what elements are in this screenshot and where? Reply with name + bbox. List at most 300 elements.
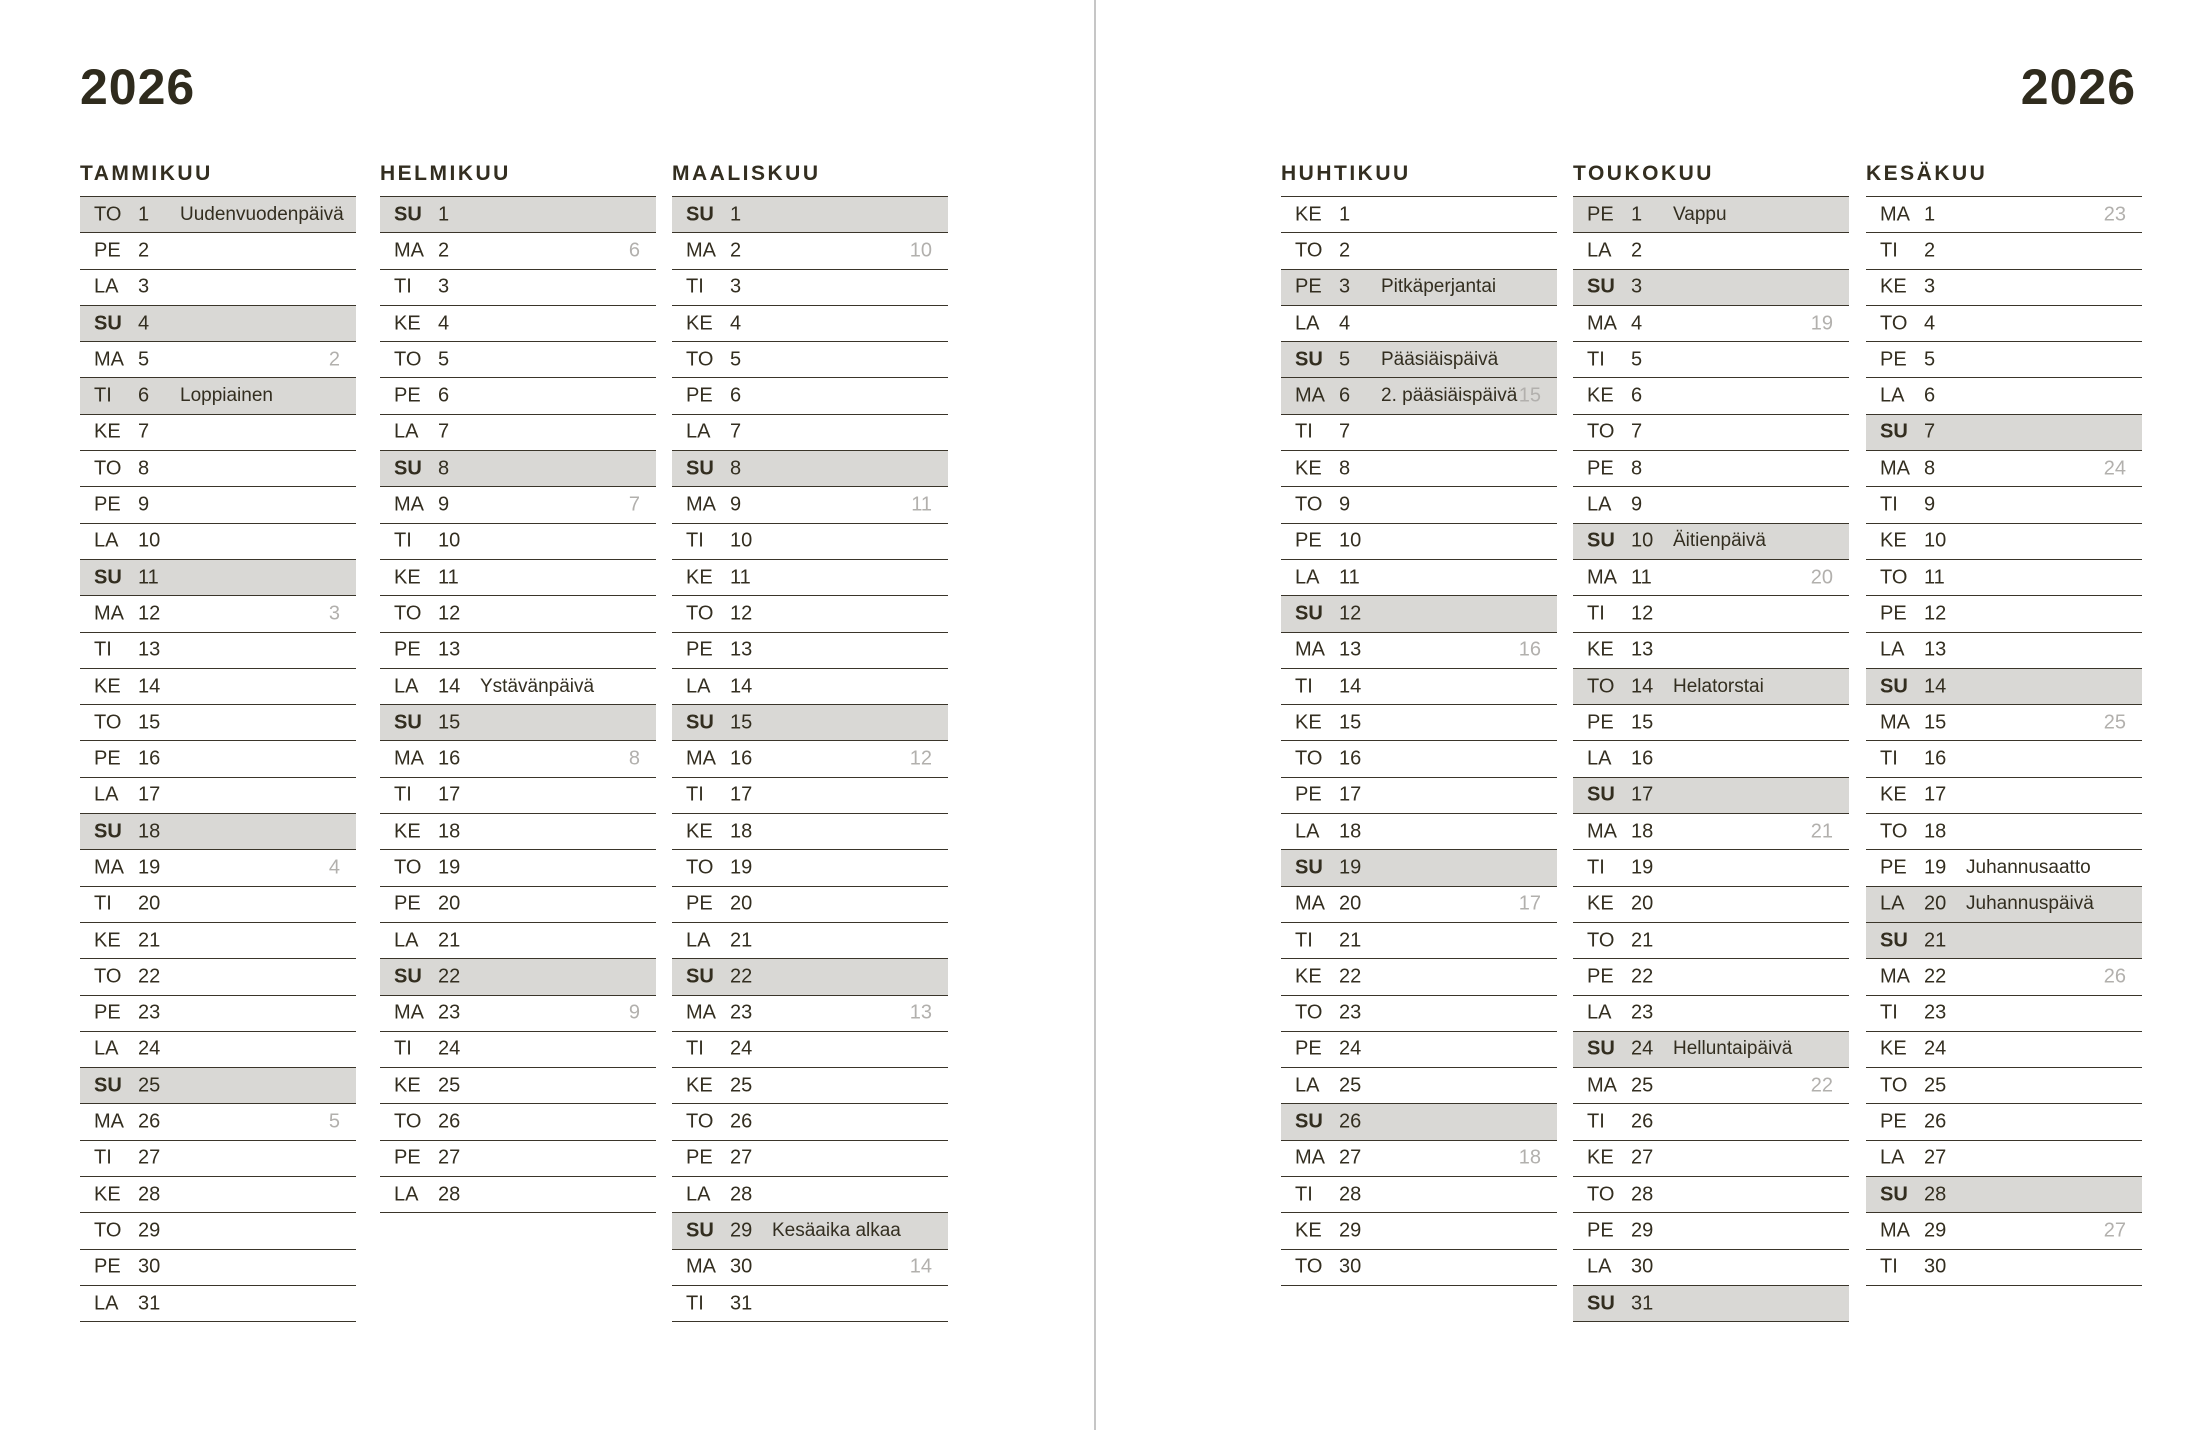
day-row-huhtikuu-23 [1281, 996, 1557, 1032]
day-number: 26 [730, 1110, 753, 1133]
day-row-helmikuu-8 [380, 451, 656, 487]
day-number: 19 [730, 856, 753, 879]
day-row-maaliskuu-17 [672, 778, 948, 814]
day-abbrev: SU [1587, 783, 1615, 806]
day-row-kesäkuu-5 [1866, 342, 2142, 378]
day-number: 24 [438, 1037, 461, 1060]
day-row-kesäkuu-11 [1866, 560, 2142, 596]
week-number: 12 [909, 747, 932, 770]
day-abbrev: PE [394, 892, 421, 915]
day-row-maaliskuu-18 [672, 814, 948, 850]
day-abbrev: TO [394, 348, 422, 371]
day-number: 16 [438, 747, 461, 770]
day-abbrev: SU [686, 711, 714, 734]
day-number: 20 [730, 892, 753, 915]
day-row-tammikuu-8 [80, 451, 356, 487]
day-number: 22 [1924, 965, 1947, 988]
day-row-maaliskuu-4 [672, 306, 948, 342]
week-number: 7 [628, 493, 640, 516]
day-number: 19 [1339, 856, 1362, 879]
holiday-label: Pitkäperjantai [1381, 276, 1497, 298]
day-abbrev: KE [1295, 457, 1322, 480]
day-row-toukokuu-16 [1573, 741, 1849, 777]
day-abbrev: PE [94, 1001, 121, 1024]
day-abbrev: TO [94, 457, 122, 480]
month-title: KESÄKUU [1866, 162, 1988, 185]
day-row-huhtikuu-4 [1281, 306, 1557, 342]
day-number: 5 [730, 348, 742, 371]
week-number: 26 [2103, 965, 2126, 988]
day-abbrev: KE [94, 1183, 121, 1206]
day-number: 13 [438, 638, 461, 661]
day-abbrev: PE [1587, 203, 1614, 226]
day-row-helmikuu-26 [380, 1104, 656, 1140]
day-abbrev: MA [1880, 1219, 1910, 1242]
day-number: 17 [1339, 783, 1362, 806]
day-abbrev: SU [686, 457, 714, 480]
day-row-kesäkuu-9 [1866, 487, 2142, 523]
day-abbrev: PE [394, 1146, 421, 1169]
day-number: 5 [1339, 348, 1351, 371]
day-row-maaliskuu-3 [672, 270, 948, 306]
day-number: 14 [1339, 675, 1362, 697]
day-row-maaliskuu-19 [672, 850, 948, 886]
day-number: 5 [438, 348, 450, 371]
day-abbrev: KE [1880, 1037, 1907, 1060]
day-abbrev: PE [686, 1146, 713, 1169]
day-row-tammikuu-27 [80, 1141, 356, 1177]
day-row-kesäkuu-18 [1866, 814, 2142, 850]
day-row-tammikuu-10 [80, 524, 356, 560]
day-number: 29 [1631, 1219, 1654, 1242]
day-row-kesäkuu-24 [1866, 1032, 2142, 1068]
month-grid [380, 196, 656, 1213]
day-number: 18 [1339, 820, 1362, 843]
holiday-label: Juhannusaatto [1966, 856, 2091, 878]
day-number: 2 [138, 239, 150, 262]
day-row-tammikuu-6 [80, 378, 356, 414]
day-number: 7 [138, 420, 150, 443]
week-number: 15 [1518, 384, 1541, 407]
day-abbrev: TI [394, 529, 412, 552]
day-abbrev: LA [94, 529, 119, 552]
day-row-toukokuu-7 [1573, 415, 1849, 451]
day-abbrev: TO [94, 1219, 122, 1242]
day-row-toukokuu-13 [1573, 633, 1849, 669]
day-row-huhtikuu-18 [1281, 814, 1557, 850]
week-number: 27 [2103, 1219, 2126, 1242]
day-number: 4 [730, 312, 742, 335]
holiday-label: Helatorstai [1673, 675, 1764, 697]
day-number: 14 [1924, 675, 1947, 697]
day-row-toukokuu-20 [1573, 887, 1849, 923]
day-number: 23 [730, 1001, 753, 1024]
day-number: 18 [138, 820, 161, 843]
month-column-huhtikuu [1281, 162, 1557, 1286]
day-abbrev: TO [1295, 747, 1323, 770]
day-abbrev: TO [1587, 420, 1615, 443]
day-abbrev: MA [1880, 203, 1910, 226]
day-abbrev: KE [394, 820, 421, 843]
day-abbrev: LA [94, 783, 119, 806]
day-number: 3 [1631, 275, 1643, 298]
day-row-maaliskuu-22 [672, 959, 948, 995]
day-abbrev: TO [1880, 820, 1908, 843]
month-grid [672, 196, 948, 1322]
day-row-helmikuu-17 [380, 778, 656, 814]
week-number: 8 [628, 747, 640, 770]
day-abbrev: PE [94, 239, 121, 262]
day-row-toukokuu-27 [1573, 1141, 1849, 1177]
day-abbrev: SU [1880, 675, 1908, 697]
day-number: 31 [1631, 1292, 1654, 1315]
day-abbrev: PE [686, 892, 713, 915]
week-number: 11 [911, 493, 932, 516]
day-row-tammikuu-23 [80, 996, 356, 1032]
day-number: 25 [1339, 1074, 1362, 1097]
day-number: 27 [138, 1146, 161, 1169]
day-row-helmikuu-22 [380, 959, 656, 995]
day-abbrev: PE [94, 493, 121, 516]
holiday-label: 2. pääsiäispäivä [1381, 385, 1518, 407]
month-grid [1573, 196, 1849, 1322]
day-number: 28 [138, 1183, 161, 1206]
day-row-tammikuu-11 [80, 560, 356, 596]
day-abbrev: KE [1295, 203, 1322, 226]
day-number: 4 [1924, 312, 1936, 335]
day-abbrev: KE [1587, 384, 1614, 407]
day-number: 18 [438, 820, 461, 843]
day-number: 17 [438, 783, 461, 806]
day-abbrev: SU [1880, 929, 1908, 952]
day-number: 20 [138, 892, 161, 915]
day-row-tammikuu-22 [80, 959, 356, 995]
day-row-huhtikuu-11 [1281, 560, 1557, 596]
day-number: 6 [1339, 384, 1351, 407]
day-row-kesäkuu-15 [1866, 705, 2142, 741]
day-row-huhtikuu-9 [1281, 487, 1557, 523]
day-row-kesäkuu-6 [1866, 378, 2142, 414]
day-number: 27 [1631, 1146, 1654, 1169]
day-number: 7 [1631, 420, 1643, 443]
day-row-huhtikuu-14 [1281, 669, 1557, 705]
day-abbrev: TO [686, 856, 714, 879]
day-row-toukokuu-24 [1573, 1032, 1849, 1068]
day-row-toukokuu-1 [1573, 197, 1849, 233]
day-abbrev: LA [94, 1037, 119, 1060]
week-number: 17 [1518, 892, 1541, 915]
day-number: 27 [1924, 1146, 1947, 1169]
day-abbrev: MA [686, 239, 716, 262]
day-number: 27 [1339, 1146, 1362, 1169]
day-row-helmikuu-19 [380, 850, 656, 886]
day-row-huhtikuu-21 [1281, 923, 1557, 959]
day-number: 24 [730, 1037, 753, 1060]
day-number: 18 [1924, 820, 1947, 843]
day-abbrev: MA [394, 1001, 424, 1024]
day-abbrev: PE [94, 1255, 121, 1278]
day-abbrev: LA [394, 929, 419, 952]
day-number: 9 [730, 493, 742, 516]
day-number: 8 [730, 457, 742, 480]
day-row-kesäkuu-14 [1866, 669, 2142, 705]
day-number: 23 [1631, 1001, 1654, 1024]
day-abbrev: TI [394, 1037, 412, 1060]
day-row-maaliskuu-20 [672, 887, 948, 923]
day-abbrev: TO [394, 856, 422, 879]
day-row-helmikuu-11 [380, 560, 656, 596]
day-row-kesäkuu-22 [1866, 959, 2142, 995]
day-row-toukokuu-5 [1573, 342, 1849, 378]
day-row-tammikuu-25 [80, 1068, 356, 1104]
day-abbrev: TO [686, 1110, 714, 1133]
day-row-kesäkuu-16 [1866, 741, 2142, 777]
day-number: 16 [138, 747, 161, 770]
day-row-kesäkuu-25 [1866, 1068, 2142, 1104]
day-abbrev: TI [686, 529, 704, 552]
day-number: 30 [1631, 1255, 1654, 1278]
day-row-tammikuu-26 [80, 1104, 356, 1140]
day-row-huhtikuu-3 [1281, 270, 1557, 306]
day-row-tammikuu-12 [80, 596, 356, 632]
day-abbrev: KE [686, 820, 713, 843]
day-abbrev: SU [1295, 602, 1323, 625]
day-row-toukokuu-30 [1573, 1250, 1849, 1286]
day-row-maaliskuu-9 [672, 487, 948, 523]
day-row-toukokuu-12 [1573, 596, 1849, 632]
day-number: 29 [1339, 1219, 1362, 1242]
day-abbrev: MA [686, 1255, 716, 1278]
day-row-tammikuu-29 [80, 1213, 356, 1249]
day-abbrev: KE [94, 675, 121, 697]
day-abbrev: LA [94, 275, 119, 298]
day-abbrev: TI [686, 275, 704, 298]
day-number: 5 [1924, 348, 1936, 371]
day-number: 16 [1631, 747, 1654, 770]
day-abbrev: LA [1295, 312, 1320, 335]
day-abbrev: PE [1295, 1037, 1322, 1060]
day-number: 28 [438, 1183, 461, 1206]
day-number: 8 [1924, 457, 1936, 480]
day-number: 15 [1339, 711, 1362, 734]
day-row-helmikuu-12 [380, 596, 656, 632]
day-row-huhtikuu-10 [1281, 524, 1557, 560]
day-number: 30 [138, 1255, 161, 1278]
day-number: 2 [1339, 239, 1351, 262]
week-number: 14 [909, 1255, 932, 1278]
day-number: 15 [730, 711, 753, 734]
day-number: 18 [730, 820, 753, 843]
day-row-maaliskuu-26 [672, 1104, 948, 1140]
day-number: 21 [438, 929, 461, 952]
day-row-tammikuu-2 [80, 233, 356, 269]
day-abbrev: LA [1880, 1146, 1905, 1169]
day-number: 23 [1339, 1001, 1362, 1024]
day-number: 17 [1924, 783, 1947, 806]
holiday-label: Juhannuspäivä [1966, 893, 2094, 915]
day-number: 19 [138, 856, 161, 879]
day-abbrev: MA [94, 602, 124, 625]
day-abbrev: TI [394, 783, 412, 806]
day-abbrev: TI [1295, 929, 1313, 952]
day-row-toukokuu-15 [1573, 705, 1849, 741]
day-abbrev: SU [394, 965, 422, 988]
day-row-huhtikuu-1 [1281, 197, 1557, 233]
month-column-toukokuu [1573, 162, 1849, 1322]
day-abbrev: TI [1587, 856, 1605, 879]
day-row-kesäkuu-2 [1866, 233, 2142, 269]
day-abbrev: TI [1880, 493, 1898, 516]
day-number: 31 [730, 1292, 753, 1315]
day-row-huhtikuu-12 [1281, 596, 1557, 632]
day-row-maaliskuu-21 [672, 923, 948, 959]
day-abbrev: TI [1295, 420, 1313, 443]
day-number: 1 [138, 203, 150, 226]
day-number: 8 [138, 457, 150, 480]
week-number: 18 [1518, 1146, 1541, 1169]
day-row-huhtikuu-7 [1281, 415, 1557, 451]
day-row-huhtikuu-16 [1281, 741, 1557, 777]
day-number: 4 [438, 312, 450, 335]
day-row-toukokuu-14 [1573, 669, 1849, 705]
day-abbrev: MA [1587, 1074, 1617, 1097]
day-row-kesäkuu-1 [1866, 197, 2142, 233]
day-abbrev: TO [686, 348, 714, 371]
day-row-huhtikuu-8 [1281, 451, 1557, 487]
day-abbrev: LA [1587, 747, 1612, 770]
day-number: 24 [1924, 1037, 1947, 1060]
day-number: 30 [730, 1255, 753, 1278]
day-abbrev: TI [1587, 602, 1605, 625]
day-abbrev: TI [94, 638, 112, 661]
day-row-tammikuu-28 [80, 1177, 356, 1213]
week-number: 10 [909, 239, 932, 262]
day-row-maaliskuu-23 [672, 996, 948, 1032]
day-abbrev: TI [1295, 675, 1313, 697]
day-row-kesäkuu-29 [1866, 1213, 2142, 1249]
day-number: 25 [1631, 1074, 1654, 1097]
day-row-tammikuu-9 [80, 487, 356, 523]
day-row-helmikuu-10 [380, 524, 656, 560]
day-abbrev: SU [94, 820, 122, 843]
week-number: 5 [328, 1110, 340, 1133]
day-row-tammikuu-31 [80, 1286, 356, 1322]
week-number: 25 [2103, 711, 2126, 734]
day-abbrev: TO [1295, 1255, 1323, 1278]
day-abbrev: TO [1880, 1074, 1908, 1097]
month-grid [1281, 196, 1557, 1286]
day-number: 30 [1924, 1255, 1947, 1278]
day-abbrev: TI [394, 275, 412, 298]
day-number: 6 [138, 384, 150, 407]
day-abbrev: LA [394, 1183, 419, 1206]
day-number: 26 [438, 1110, 461, 1133]
day-row-kesäkuu-20 [1866, 887, 2142, 923]
day-number: 10 [1924, 529, 1947, 552]
day-row-toukokuu-17 [1573, 778, 1849, 814]
day-row-toukokuu-18 [1573, 814, 1849, 850]
day-abbrev: TI [686, 1292, 704, 1315]
day-number: 29 [1924, 1219, 1947, 1242]
day-row-maaliskuu-6 [672, 378, 948, 414]
day-row-maaliskuu-13 [672, 633, 948, 669]
day-abbrev: SU [94, 1074, 122, 1097]
day-row-toukokuu-4 [1573, 306, 1849, 342]
day-row-kesäkuu-3 [1866, 270, 2142, 306]
day-row-toukokuu-9 [1573, 487, 1849, 523]
day-row-tammikuu-30 [80, 1250, 356, 1286]
day-abbrev: TI [1880, 239, 1898, 262]
day-number: 13 [1924, 638, 1947, 661]
day-abbrev: TI [1587, 1110, 1605, 1133]
day-row-tammikuu-5 [80, 342, 356, 378]
day-row-helmikuu-13 [380, 633, 656, 669]
day-number: 28 [730, 1183, 753, 1206]
day-row-helmikuu-2 [380, 233, 656, 269]
day-number: 7 [730, 420, 742, 443]
day-number: 17 [138, 783, 161, 806]
day-number: 20 [1631, 892, 1654, 915]
day-row-tammikuu-24 [80, 1032, 356, 1068]
day-number: 8 [438, 457, 450, 480]
day-number: 20 [1339, 892, 1362, 915]
week-number: 6 [628, 239, 640, 262]
day-number: 10 [730, 529, 753, 552]
day-row-huhtikuu-2 [1281, 233, 1557, 269]
month-title: TOUKOKUU [1573, 162, 1714, 185]
day-number: 20 [438, 892, 461, 915]
day-abbrev: LA [1587, 1255, 1612, 1278]
day-abbrev: SU [1880, 1183, 1908, 1206]
month-column-maaliskuu [672, 162, 948, 1322]
holiday-label: Uudenvuodenpäivä [180, 203, 344, 225]
day-row-helmikuu-21 [380, 923, 656, 959]
day-row-helmikuu-3 [380, 270, 656, 306]
day-abbrev: PE [1880, 348, 1907, 371]
day-row-toukokuu-21 [1573, 923, 1849, 959]
day-abbrev: LA [686, 929, 711, 952]
day-row-helmikuu-27 [380, 1141, 656, 1177]
day-abbrev: MA [394, 747, 424, 770]
day-abbrev: MA [1295, 892, 1325, 915]
day-number: 21 [1924, 929, 1947, 952]
day-number: 19 [1924, 856, 1947, 879]
day-number: 28 [1339, 1183, 1362, 1206]
day-number: 2 [730, 239, 742, 262]
day-abbrev: TO [1880, 312, 1908, 335]
day-row-toukokuu-25 [1573, 1068, 1849, 1104]
day-row-maaliskuu-7 [672, 415, 948, 451]
day-number: 4 [138, 312, 150, 335]
day-number: 11 [138, 566, 159, 589]
day-row-helmikuu-5 [380, 342, 656, 378]
day-row-tammikuu-16 [80, 741, 356, 777]
day-number: 7 [1924, 420, 1936, 443]
day-number: 22 [138, 965, 161, 988]
day-number: 25 [730, 1074, 753, 1097]
day-row-helmikuu-9 [380, 487, 656, 523]
day-abbrev: SU [94, 566, 122, 589]
day-number: 8 [1339, 457, 1351, 480]
day-row-kesäkuu-17 [1866, 778, 2142, 814]
day-row-toukokuu-19 [1573, 850, 1849, 886]
day-row-kesäkuu-26 [1866, 1104, 2142, 1140]
day-number: 15 [1631, 711, 1654, 734]
day-abbrev: PE [1587, 457, 1614, 480]
day-row-tammikuu-18 [80, 814, 356, 850]
day-row-maaliskuu-16 [672, 741, 948, 777]
day-number: 16 [1924, 747, 1947, 770]
